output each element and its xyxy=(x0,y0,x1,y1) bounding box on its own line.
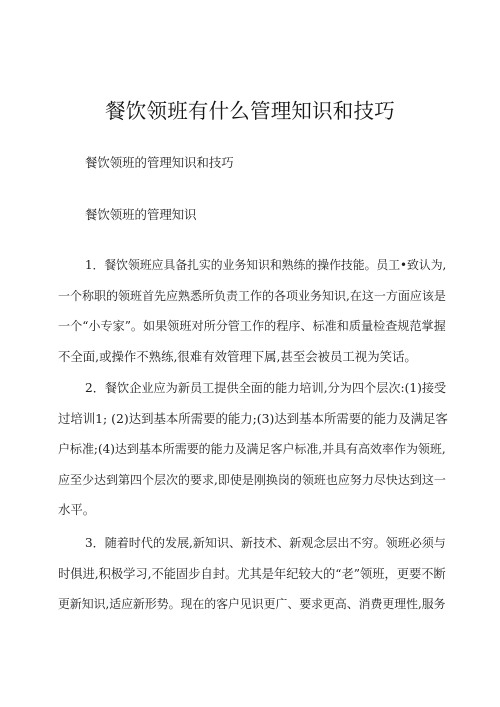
paragraph-2-line-3: 户标准;(4)达到基本所需要的能力及满足客户标准,并具有高效率作为领班, xyxy=(58,442,446,457)
paragraph-3-line-1: 3．随着时代的发展,新知识、新技术、新观念层出不穷。领班必须与 xyxy=(85,536,446,550)
paragraph-1-line-4: 不全面,或操作不熟练,很难有效管理下属,甚至会被员工视为笑话。 xyxy=(58,348,417,364)
paragraph-3-line-3: 更新知识,适应新形势。现在的客户见识更广、要求更高、消费更理性,服务 xyxy=(58,597,446,612)
paragraph-2-line-1: 2．餐饮企业应为新员工提供全面的能力培训,分为四个层次:(1)接受 xyxy=(85,381,447,395)
document-title: 餐饮领班有什么管理知识和技巧 xyxy=(105,99,395,123)
paragraph-2 xyxy=(58,373,448,526)
subtitle-management-knowledge: 餐饮领班的管理知识 xyxy=(85,207,197,222)
subtitle-management-knowledge-and-skills: 餐饮领班的管理知识和技巧 xyxy=(85,155,234,170)
paragraph-1 xyxy=(58,250,448,372)
paragraph-2-line-4: 应至少达到第四个层次的要求,即使是刚换岗的领班也应努力尽快达到这一 xyxy=(58,472,446,487)
paragraph-3-line-2: 时俱进,积极学习,不能固步自封。尤其是年纪较大的“老”领班，更要不断 xyxy=(58,566,446,581)
paragraph-2-line-2: 过培训1; (2)达到基本所需要的能力;(3)达到基本所需要的能力及满足客 xyxy=(58,410,448,426)
paragraph-2-line-5: 水平。 xyxy=(58,502,96,518)
paragraph-1-line-2: 一个称职的领班首先应熟悉所负责工作的各项业务知识,在这一方面应该是 xyxy=(58,288,446,303)
paragraph-1-line-3: 一个“小专家”。如果领班对所分管工作的程序、标准和质量检查规范掌握 xyxy=(58,319,446,334)
paragraph-1-line-1: 1．餐饮领班应具备扎实的业务知识和熟练的操作技能。员工•致认为, xyxy=(85,258,447,272)
paragraph-3 xyxy=(58,528,448,620)
